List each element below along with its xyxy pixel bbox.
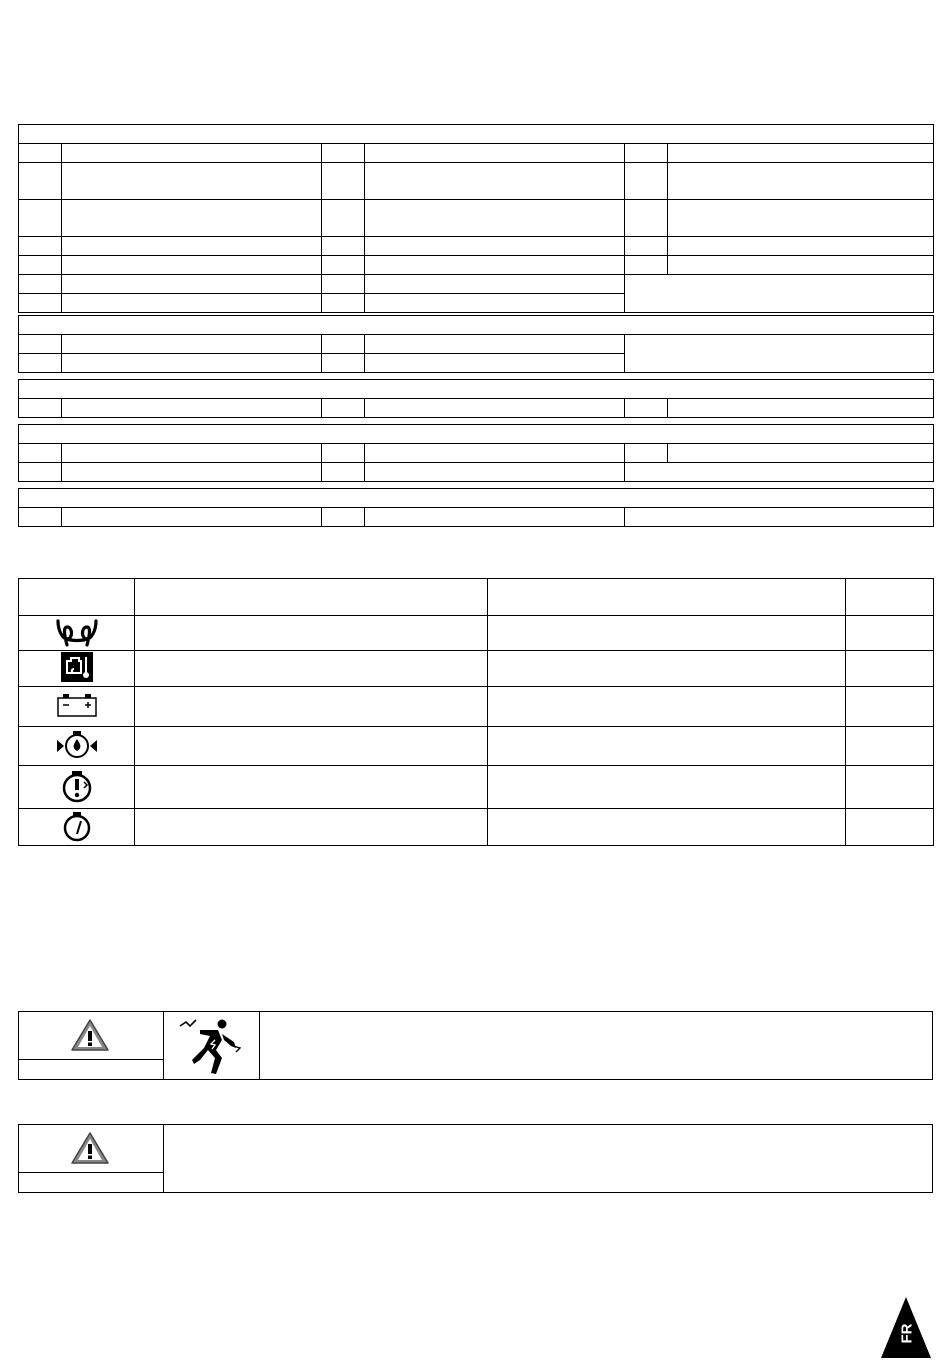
legend-desc <box>488 809 846 846</box>
cell <box>625 399 668 418</box>
legend-desc <box>488 687 846 727</box>
section-title <box>19 489 934 508</box>
cell <box>62 508 322 527</box>
legend-icon-cell <box>19 651 135 687</box>
cell <box>625 144 668 163</box>
legend-label <box>135 687 488 727</box>
warning-box-electric <box>18 1011 933 1080</box>
cell <box>19 144 62 163</box>
legend-desc <box>488 616 846 651</box>
cell <box>19 256 62 275</box>
cell <box>19 354 62 373</box>
cell <box>322 163 365 200</box>
cell <box>19 275 62 294</box>
cell <box>62 399 322 418</box>
cell <box>365 399 625 418</box>
legend-label <box>135 651 488 687</box>
cell <box>62 294 322 313</box>
cell <box>625 508 934 527</box>
cell <box>625 335 934 373</box>
cell <box>62 237 322 256</box>
warning-box-general <box>18 1124 933 1193</box>
engine-temperature-icon <box>60 651 94 683</box>
cell <box>19 335 62 354</box>
cell <box>365 508 625 527</box>
cell <box>365 200 625 237</box>
spec-section-5 <box>18 488 934 527</box>
language-badge <box>880 1295 932 1359</box>
cell <box>668 399 934 418</box>
cell <box>625 237 668 256</box>
spec-section-4 <box>18 424 934 482</box>
cell <box>62 275 322 294</box>
cell <box>19 237 62 256</box>
cell <box>625 163 668 200</box>
cell <box>62 163 322 200</box>
legend-label <box>135 809 488 846</box>
cell <box>19 200 62 237</box>
section-title <box>19 425 934 444</box>
legend-value <box>846 687 934 727</box>
legend-label <box>135 766 488 809</box>
engine-fault-icon <box>60 768 94 804</box>
electric-shock-icon <box>178 1016 246 1076</box>
cell <box>322 444 365 463</box>
legend-value <box>846 727 934 766</box>
cell <box>668 256 934 275</box>
electric-symbol-cell <box>164 1012 260 1080</box>
spec-section-1 <box>18 124 934 313</box>
cell <box>365 144 625 163</box>
cell <box>322 275 365 294</box>
cell <box>322 463 365 482</box>
warning-label-cell <box>19 1060 164 1080</box>
cell <box>322 354 365 373</box>
battery-charge-icon <box>56 692 98 718</box>
legend-header-cell <box>488 579 846 616</box>
legend-desc <box>488 766 846 809</box>
cell <box>365 294 625 313</box>
cell <box>668 144 934 163</box>
cell <box>668 200 934 237</box>
section-title <box>19 125 934 144</box>
cell <box>19 508 62 527</box>
cell <box>62 335 322 354</box>
legend-icon-cell <box>19 687 135 727</box>
language-badge-label: FR <box>898 1323 916 1344</box>
warning-icon-cell <box>19 1012 164 1060</box>
legend-value <box>846 766 934 809</box>
cell <box>365 354 625 373</box>
legend-header-cell <box>135 579 488 616</box>
cell <box>19 399 62 418</box>
cell <box>62 444 322 463</box>
cell <box>365 163 625 200</box>
cell <box>19 444 62 463</box>
legend-label <box>135 616 488 651</box>
cell <box>62 463 322 482</box>
warning-label-cell <box>19 1173 164 1193</box>
cell <box>625 275 934 313</box>
legend-icon-cell <box>19 766 135 809</box>
cell <box>322 200 365 237</box>
cell <box>62 144 322 163</box>
cell <box>625 463 934 482</box>
cell <box>322 508 365 527</box>
cell <box>19 463 62 482</box>
legend-value <box>846 809 934 846</box>
cell <box>365 444 625 463</box>
legend-header-cell <box>19 579 135 616</box>
legend-header-cell <box>846 579 934 616</box>
cell <box>19 163 62 200</box>
warning-icon-cell <box>19 1125 164 1173</box>
legend-label <box>135 727 488 766</box>
cell <box>365 335 625 354</box>
cell <box>668 237 934 256</box>
cell <box>62 200 322 237</box>
cell <box>365 275 625 294</box>
cell <box>668 444 934 463</box>
cell <box>668 163 934 200</box>
cell <box>365 463 625 482</box>
warning-text <box>260 1012 932 1080</box>
cell <box>322 335 365 354</box>
cell <box>365 237 625 256</box>
legend-desc <box>488 651 846 687</box>
spec-section-2 <box>18 315 934 373</box>
cell <box>62 256 322 275</box>
indicator-legend-table <box>18 578 934 846</box>
engine-speed-icon <box>62 810 92 842</box>
warning-triangle-icon <box>70 1131 110 1165</box>
legend-value <box>846 651 934 687</box>
legend-value <box>846 616 934 651</box>
cell <box>365 256 625 275</box>
spec-section-3 <box>18 379 934 418</box>
cell <box>322 256 365 275</box>
legend-desc <box>488 727 846 766</box>
cell <box>19 294 62 313</box>
warning-text <box>164 1125 932 1193</box>
section-title <box>19 380 934 399</box>
oil-pressure-icon <box>55 729 99 761</box>
section-title <box>19 316 934 335</box>
warning-triangle-icon <box>70 1018 110 1052</box>
cell <box>625 256 668 275</box>
cell <box>322 144 365 163</box>
cell <box>625 200 668 237</box>
cell <box>625 444 668 463</box>
legend-icon-cell <box>19 809 135 846</box>
cell <box>322 399 365 418</box>
preheat-glow-plug-icon <box>54 617 100 647</box>
legend-icon-cell <box>19 616 135 651</box>
cell <box>62 354 322 373</box>
cell <box>322 294 365 313</box>
legend-icon-cell <box>19 727 135 766</box>
cell <box>322 237 365 256</box>
